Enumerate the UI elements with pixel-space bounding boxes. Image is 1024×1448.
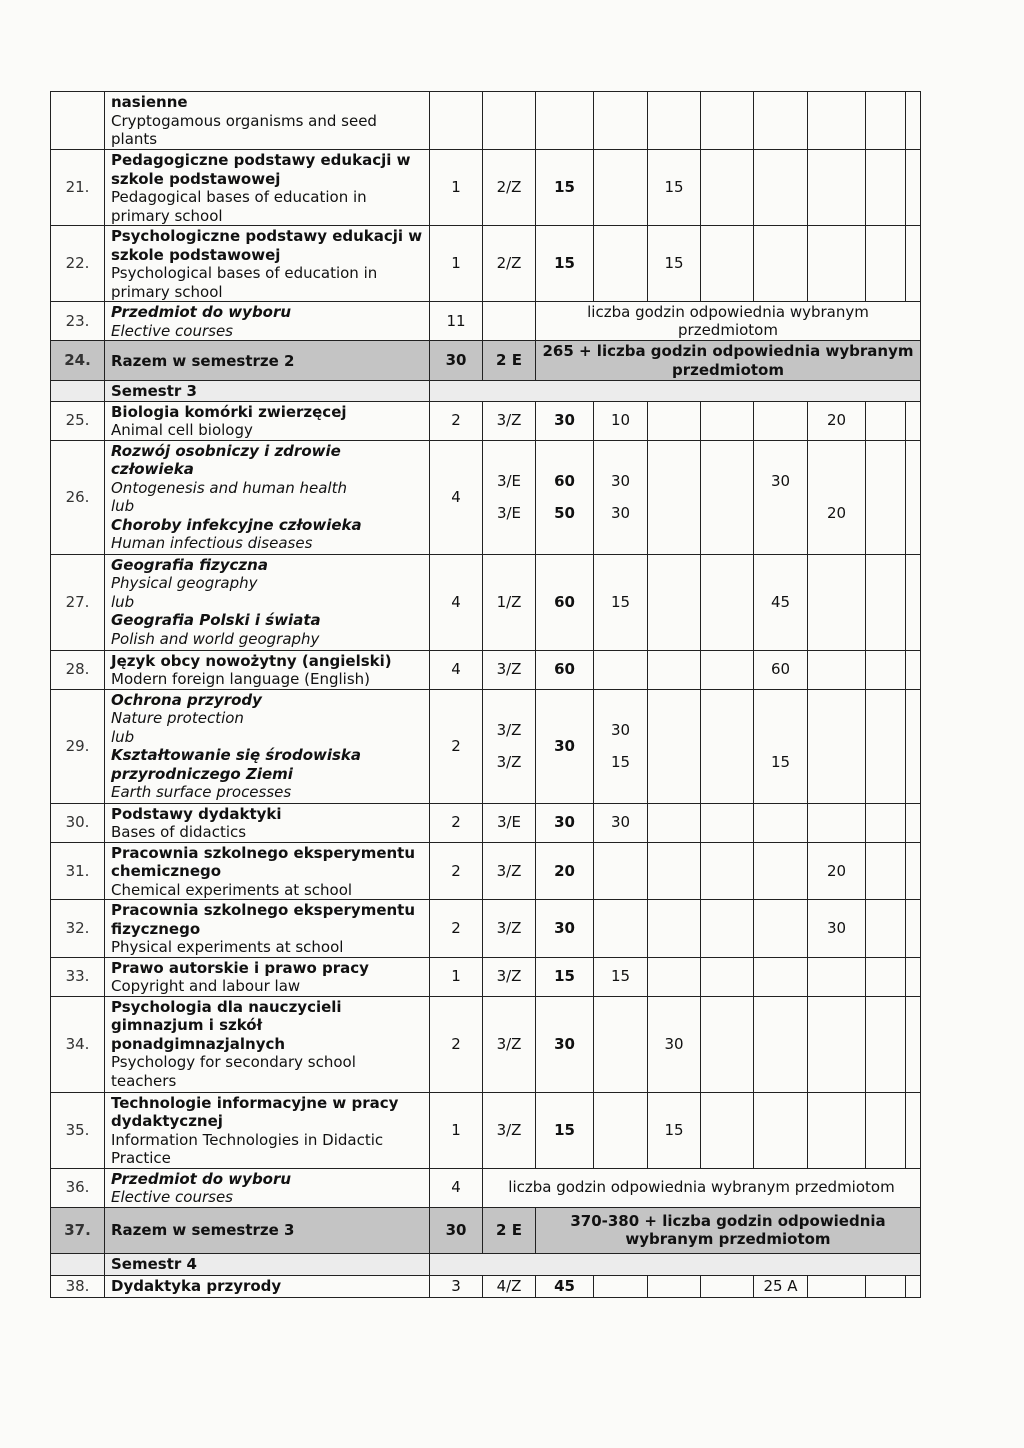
course-name-cell — [105, 957, 430, 996]
semester-cell: 3/Z — [483, 650, 536, 689]
study-plan-table — [50, 91, 921, 1298]
course-name-pl: Pedagogiczne podstawy edukacji w szkole podstawowej — [111, 151, 411, 188]
hours-note: liczba godzin odpowiednia wybranym przedmiotom — [483, 1168, 921, 1207]
course-name-cell — [105, 689, 430, 803]
semester-total-row — [51, 341, 921, 381]
ects-cell: 4 — [430, 1168, 483, 1207]
lecture-hours-value: 30 — [610, 504, 631, 522]
course-name-cell — [105, 803, 430, 842]
total-hours-cell: 45 — [536, 1275, 594, 1297]
table-row — [51, 689, 921, 803]
total-hours-value: 60 — [554, 471, 575, 490]
row-number: 32. — [51, 900, 105, 958]
course-name-cell — [105, 650, 430, 689]
ects-cell: 2 — [430, 401, 483, 440]
total-hours-cell: 20 — [536, 842, 594, 900]
semester-cell: 3/Z — [483, 996, 536, 1092]
course-name-en: Psychology for secondary school teachers — [111, 1053, 356, 1090]
table-row — [51, 803, 921, 842]
semester-cell: 1/Z — [483, 554, 536, 650]
alternative-label: lub — [111, 592, 135, 611]
hours-cell: 20 — [808, 842, 866, 900]
course-name-en: Bases of didactics — [111, 823, 247, 841]
course-name-en: Copyright and labour law — [111, 977, 301, 995]
total-hours-cell: 30 — [536, 803, 594, 842]
course-name-pl: Psychologia dla nauczycieli gimnazjum i szkół ponadgimnazjalnych — [111, 997, 342, 1053]
course-name-pl: Przedmiot do wyboru — [111, 1169, 292, 1188]
course-name-pl: Język obcy nowożytny (angielski) — [111, 651, 392, 670]
semester-header-row — [51, 381, 921, 402]
course-name-en: Ontogenesis and human health — [111, 478, 347, 497]
course-name-cell — [105, 1092, 430, 1168]
course-name-en: Pedagogical bases of education in primary school — [111, 188, 367, 225]
course-name-en: Elective courses — [111, 1188, 233, 1206]
semester-cell: 4/Z — [483, 1275, 536, 1297]
table-row — [51, 957, 921, 996]
semester-cell: 3/Z — [483, 1092, 536, 1168]
ects-cell: 4 — [430, 440, 483, 554]
course-name-en: Physical experiments at school — [111, 938, 344, 956]
course-name-en: Nature protection — [111, 709, 244, 727]
row-number: 31. — [51, 842, 105, 900]
course-name-cell — [105, 302, 430, 341]
row-number: 28. — [51, 650, 105, 689]
table-row — [51, 302, 921, 341]
semester-cell: 2/Z — [483, 226, 536, 302]
ects-cell: 11 — [430, 302, 483, 341]
total-hours-cell: 15 — [536, 226, 594, 302]
course-name-cell — [105, 401, 430, 440]
table-row — [51, 1092, 921, 1168]
course-name-en: Physical geography — [111, 574, 258, 592]
lecture-hours-value: 15 — [610, 753, 631, 771]
lecture-hours-value: 30 — [610, 471, 631, 490]
alternative-label: lub — [111, 497, 135, 515]
ects-cell: 2 — [430, 842, 483, 900]
hours-note: liczba godzin odpowiednia wybranym przedmiotom — [536, 302, 921, 341]
course-name-en: Earth surface processes — [111, 783, 292, 801]
semester-value: 3/Z — [496, 753, 522, 771]
row-number: 27. — [51, 554, 105, 650]
course-name-pl: Psychologiczne podstawy edukacji w szkole podstawowej — [111, 227, 423, 264]
course-name-pl: Kształtowanie się środowiska przyrodniczego Ziemi — [111, 746, 362, 783]
semester-total-label: Razem w semestrze 2 — [105, 341, 430, 381]
table-row — [51, 440, 921, 554]
semester-cell: 2/Z — [483, 150, 536, 226]
ects-cell: 4 — [430, 554, 483, 650]
semester-heading: Semestr 3 — [105, 381, 430, 402]
semester-cell: 3/Z — [483, 401, 536, 440]
course-name-en: Polish and world geography — [111, 629, 320, 648]
table-row — [51, 1275, 921, 1297]
table-row — [51, 900, 921, 958]
course-name-cell — [105, 440, 430, 554]
course-name-en: Information Technologies in Didactic Practice — [111, 1130, 384, 1167]
hours-value: 30 — [770, 471, 791, 490]
course-name-pl: Choroby infekcyjne człowieka — [111, 515, 362, 534]
hours-cell: 15 — [648, 226, 701, 302]
hours-cell: 30 — [648, 996, 701, 1092]
semester-cell: 3/Z — [483, 842, 536, 900]
course-name-pl: Technologie informacyjne w pracy dydaktycznej — [111, 1093, 399, 1130]
semester-value: 3/E — [496, 504, 522, 522]
hours-cell: 20 — [808, 401, 866, 440]
table-row — [51, 150, 921, 226]
hours-cell: 45 — [754, 554, 808, 650]
lecture-hours-value: 30 — [610, 720, 631, 739]
row-number: 24. — [51, 341, 105, 381]
course-name-pl: Dydaktyka przyrody — [105, 1275, 430, 1297]
course-name-pl: Geografia fizyczna — [111, 555, 268, 574]
total-hours-cell: 60 — [536, 650, 594, 689]
course-name-cell — [105, 996, 430, 1092]
table-row — [51, 1168, 921, 1207]
semester-cell: 3/Z — [483, 900, 536, 958]
course-name-pl: Podstawy dydaktyki — [111, 804, 282, 823]
ects-cell: 1 — [430, 957, 483, 996]
ects-cell: 30 — [430, 1207, 483, 1253]
row-number: 33. — [51, 957, 105, 996]
row-number: 34. — [51, 996, 105, 1092]
course-name-pl: Biologia komórki zwierzęcej — [111, 402, 347, 421]
hours-value: 15 — [770, 753, 791, 771]
course-name-pl: Ochrona przyrody — [111, 690, 262, 709]
semester-total-row — [51, 1207, 921, 1253]
row-number: 37. — [51, 1207, 105, 1253]
course-name-en: Animal cell biology — [111, 421, 253, 439]
table-row — [51, 226, 921, 302]
row-number: 36. — [51, 1168, 105, 1207]
ects-cell: 4 — [430, 650, 483, 689]
course-name-en: Chemical experiments at school — [111, 880, 353, 899]
ects-cell: 2 — [430, 689, 483, 803]
hours-cell: 15 — [648, 150, 701, 226]
course-name-cell — [105, 900, 430, 958]
semester-header-row — [51, 1253, 921, 1275]
course-name-pl: Rozwój osobniczy i zdrowie człowieka — [111, 441, 341, 478]
row-number: 30. — [51, 803, 105, 842]
course-name-cell — [105, 1168, 430, 1207]
table-row — [51, 842, 921, 900]
alternative-label: lub — [111, 727, 135, 746]
semester-cell: 2 E — [483, 341, 536, 381]
course-name-en: Modern foreign language (English) — [111, 670, 371, 688]
course-name-pl: nasienne — [111, 93, 188, 111]
course-name-en: Psychological bases of education in primary school — [111, 264, 378, 301]
ects-cell: 1 — [430, 150, 483, 226]
course-name-cell — [105, 554, 430, 650]
total-hours-cell: 60 — [536, 554, 594, 650]
row-number: 21. — [51, 150, 105, 226]
lecture-hours-cell: 15 — [594, 957, 648, 996]
hours-cell: 30 — [808, 900, 866, 958]
course-name-pl: Przedmiot do wyboru — [111, 303, 292, 321]
hours-cell: 60 — [754, 650, 808, 689]
total-hours-cell: 30 — [536, 401, 594, 440]
course-name-cell — [105, 842, 430, 900]
row-number: 22. — [51, 226, 105, 302]
semester-cell: 2 E — [483, 1207, 536, 1253]
table-row — [51, 650, 921, 689]
ects-cell: 3 — [430, 1275, 483, 1297]
row-number: 35. — [51, 1092, 105, 1168]
semester-cell: 3/E — [483, 803, 536, 842]
course-name-cell — [105, 150, 430, 226]
course-name-pl: Pracownia szkolnego eksperymentu fizycznego — [111, 901, 416, 938]
hours-note: 265 + liczba godzin odpowiednia wybranym przedmiotom — [536, 341, 921, 381]
course-name-pl: Pracownia szkolnego eksperymentu chemicznego — [111, 843, 416, 880]
course-name-en: Elective courses — [111, 321, 233, 340]
semester-value: 3/Z — [496, 720, 522, 739]
course-name-cell — [105, 226, 430, 302]
table-row — [51, 996, 921, 1092]
semester-cell: 3/Z — [483, 957, 536, 996]
total-hours-cell: 30 — [536, 689, 594, 803]
lecture-hours-cell: 10 — [594, 401, 648, 440]
ects-cell: 2 — [430, 900, 483, 958]
total-hours-cell: 15 — [536, 150, 594, 226]
row-number: 23. — [51, 302, 105, 341]
table-row — [51, 554, 921, 650]
semester-heading: Semestr 4 — [105, 1253, 430, 1275]
total-hours-cell: 30 — [536, 996, 594, 1092]
course-name-pl: Geografia Polski i świata — [111, 611, 321, 629]
hours-cell: 25 A — [754, 1275, 808, 1297]
ects-cell: 30 — [430, 341, 483, 381]
table-row — [51, 401, 921, 440]
hours-value: 20 — [826, 504, 847, 522]
row-number: 26. — [51, 440, 105, 554]
hours-note: 370-380 + liczba godzin odpowiednia wybranym przedmiotom — [536, 1207, 921, 1253]
hours-cell: 15 — [648, 1092, 701, 1168]
lecture-hours-cell: 15 — [594, 554, 648, 650]
ects-cell: 2 — [430, 803, 483, 842]
ects-cell: 1 — [430, 226, 483, 302]
ects-cell: 2 — [430, 996, 483, 1092]
course-name-en: Human infectious diseases — [111, 534, 313, 552]
course-name-pl: Prawo autorskie i prawo pracy — [111, 958, 369, 977]
table-row — [51, 92, 921, 150]
total-hours-cell: 30 — [536, 900, 594, 958]
row-number: 38. — [51, 1275, 105, 1297]
course-name-en: Cryptogamous organisms and seed plants — [111, 111, 377, 148]
total-hours-cell: 15 — [536, 1092, 594, 1168]
lecture-hours-cell: 30 — [594, 803, 648, 842]
row-number: 25. — [51, 401, 105, 440]
semester-total-label: Razem w semestrze 3 — [105, 1207, 430, 1253]
total-hours-value: 50 — [554, 504, 575, 522]
total-hours-cell: 15 — [536, 957, 594, 996]
row-number: 29. — [51, 689, 105, 803]
course-name-cell — [105, 92, 430, 150]
semester-value: 3/E — [496, 471, 522, 490]
ects-cell: 1 — [430, 1092, 483, 1168]
